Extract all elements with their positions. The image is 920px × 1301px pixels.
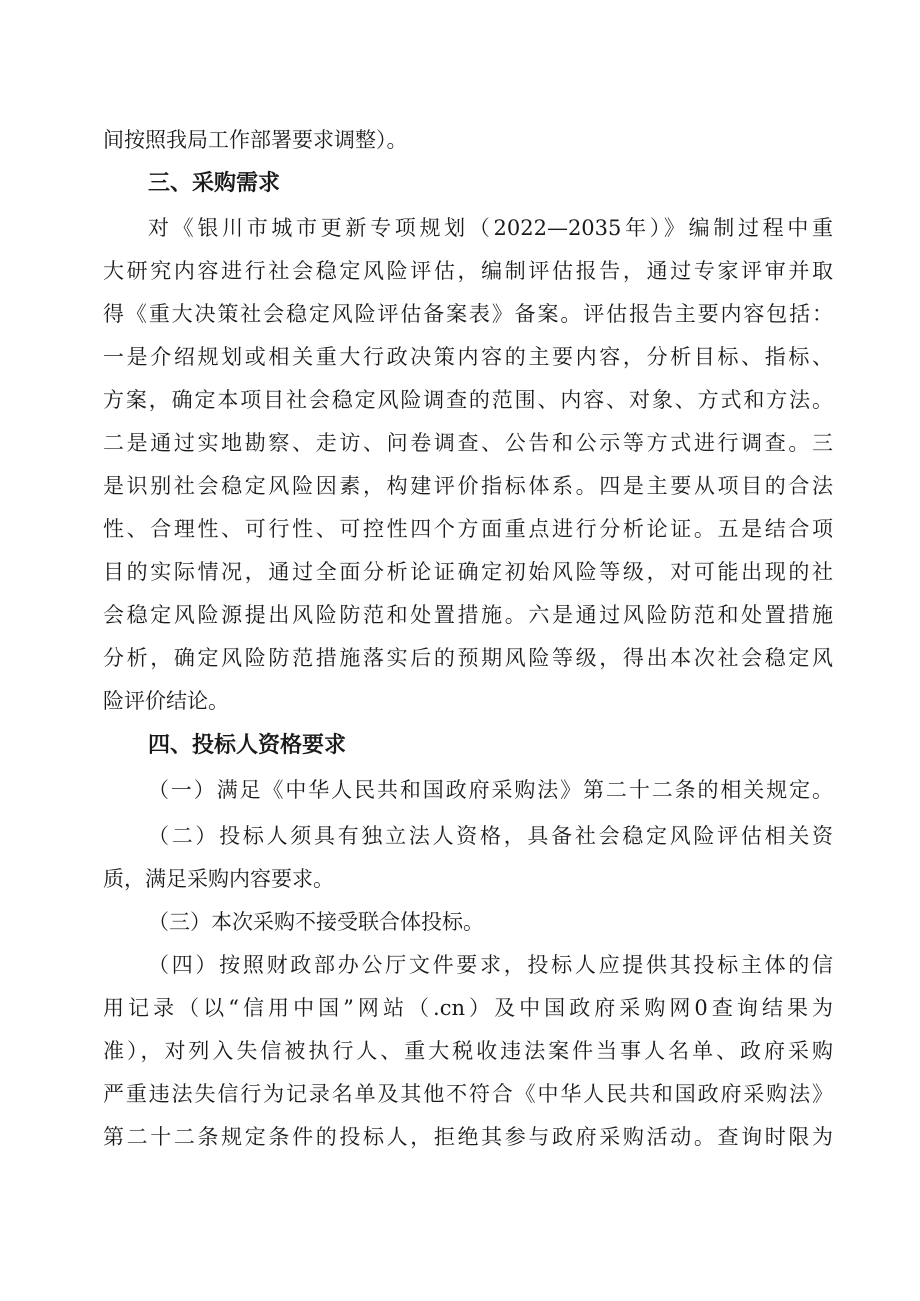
paragraph-line: 二是通过实地勘察、走访、问卷调查、公告和公示等方式进行调查。三 <box>103 431 833 455</box>
qualification-item-4-cont: 第二十二条规定条件的投标人，拒绝其参与政府采购活动。查询时限为 <box>103 1125 833 1149</box>
qualification-item-4-cont: 用记录（以“信用中国”网站（.cn）及中国政府采购网0查询结果为 <box>103 996 833 1020</box>
qualification-item-2-cont: 质，满足采购内容要求。 <box>103 867 334 891</box>
continuation-text: 间按照我局工作部署要求调整）。 <box>103 128 408 152</box>
qualification-item-2: （二）投标人须具有独立法人资格，具备社会稳定风险评估相关资 <box>148 824 833 848</box>
paragraph-line: 目的实际情况，通过全面分析论证确定初始风险等级，对可能出现的社 <box>103 560 833 584</box>
qualification-item-4-cont: 严重违法失信行为记录名单及其他不符合《中华人民共和国政府采购法》 <box>103 1082 833 1106</box>
paragraph-line: 会稳定风险源提出风险防范和处置措施。六是通过风险防范和处置措施 <box>103 603 833 627</box>
paragraph-line: 对《银川市城市更新专项规划（2022—2035年）》编制过程中重 <box>148 216 833 240</box>
paragraph-line: 大研究内容进行社会稳定风险评估，编制评估报告，通过专家评审并取 <box>103 259 833 283</box>
section-heading-bidder-qualifications: 四、投标人资格要求 <box>148 733 347 758</box>
paragraph-line: 一是介绍规划或相关重大行政决策内容的主要内容，分析目标、指标、 <box>103 345 833 369</box>
qualification-item-4-cont: 准），对列入失信被执行人、重大税收违法案件当事人名单、政府采购 <box>103 1039 833 1063</box>
qualification-item-1: （一）满足《中华人民共和国政府采购法》第二十二条的相关规定。 <box>148 778 833 802</box>
qualification-item-4: （四）按照财政部办公厅文件要求，投标人应提供其投标主体的信 <box>148 953 833 977</box>
paragraph-line: 方案，确定本项目社会稳定风险调查的范围、内容、对象、方式和方法。 <box>103 388 833 412</box>
paragraph-line: 分析，确定风险防范措施落实后的预期风险等级，得出本次社会稳定风 <box>103 646 833 670</box>
paragraph-line: 性、合理性、可行性、可控性四个方面重点进行分析论证。五是结合项 <box>103 517 833 541</box>
paragraph-line: 是识别社会稳定风险因素，构建评价指标体系。四是主要从项目的合法 <box>103 474 833 498</box>
paragraph-line: 得《重大决策社会稳定风险评估备案表》备案。评估报告主要内容包括： <box>103 302 833 326</box>
paragraph-line: 险评价结论。 <box>103 689 229 713</box>
section-heading-procurement-requirements: 三、采购需求 <box>148 171 281 196</box>
qualification-item-3: （三）本次采购不接受联合体投标。 <box>148 910 484 934</box>
